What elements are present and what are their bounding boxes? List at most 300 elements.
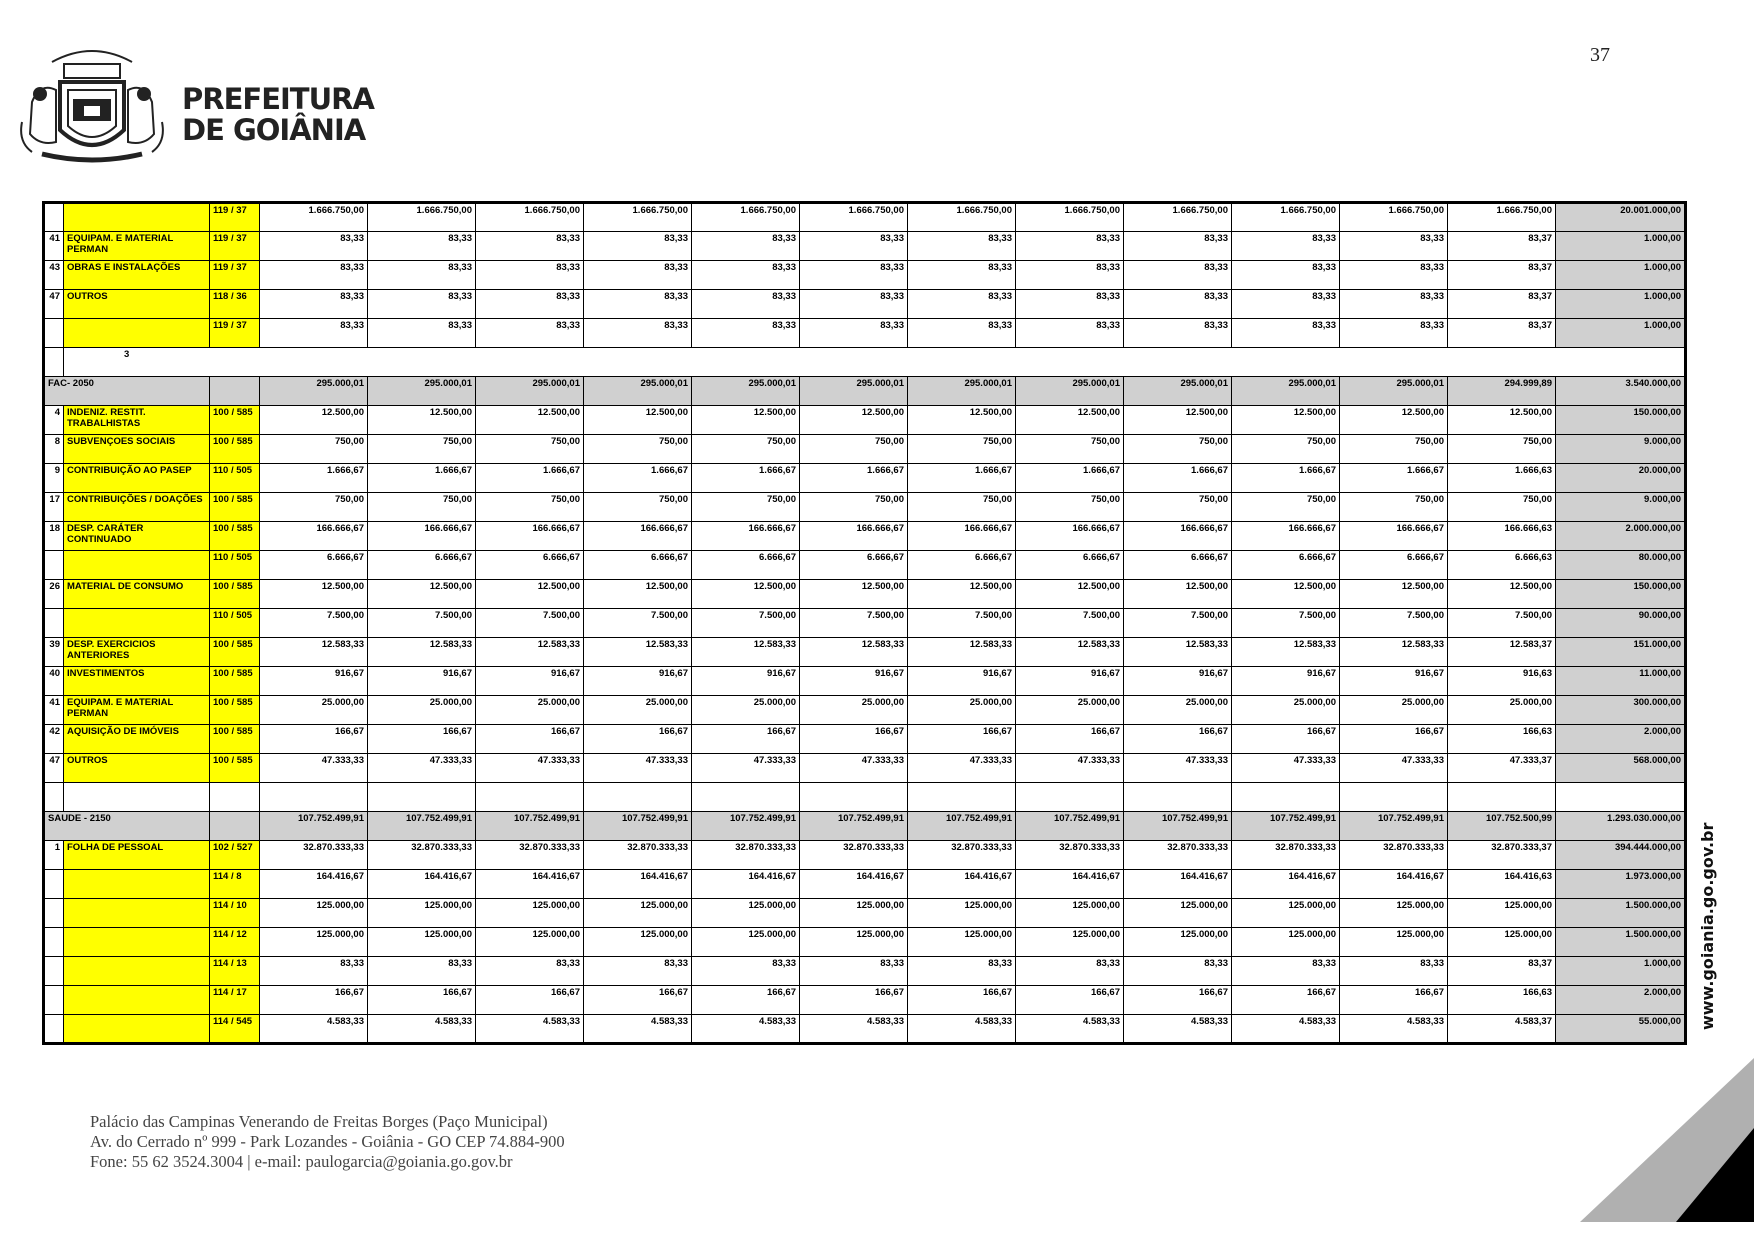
month-value: 83,33 bbox=[1340, 319, 1448, 348]
section-month-value: 295.000,01 bbox=[476, 377, 584, 406]
month-value: 4.583,33 bbox=[692, 1015, 800, 1044]
month-value: 166.666,67 bbox=[1340, 522, 1448, 551]
row-source: 110 / 505 bbox=[210, 609, 260, 638]
month-value: 12.500,00 bbox=[800, 406, 908, 435]
row-total: 80.000,00 bbox=[1556, 551, 1686, 580]
row-source: 114 / 10 bbox=[210, 899, 260, 928]
month-value: 750,00 bbox=[476, 435, 584, 464]
month-value: 83,37 bbox=[1448, 261, 1556, 290]
month-value: 125.000,00 bbox=[368, 928, 476, 957]
month-value: 7.500,00 bbox=[692, 609, 800, 638]
month-value: 12.583,37 bbox=[1448, 638, 1556, 667]
month-value: 6.666,67 bbox=[1016, 551, 1124, 580]
month-value: 12.500,00 bbox=[368, 580, 476, 609]
month-value: 6.666,63 bbox=[1448, 551, 1556, 580]
month-value: 166.666,67 bbox=[908, 522, 1016, 551]
month-value: 166,67 bbox=[368, 986, 476, 1015]
section-month-value: 295.000,01 bbox=[800, 377, 908, 406]
month-value: 164.416,67 bbox=[1232, 870, 1340, 899]
month-value: 83,33 bbox=[692, 319, 800, 348]
month-value: 750,00 bbox=[260, 435, 368, 464]
month-value: 83,33 bbox=[476, 232, 584, 261]
row-code: 47 bbox=[44, 290, 64, 319]
row-total: 9.000,00 bbox=[1556, 435, 1686, 464]
month-value: 6.666,67 bbox=[476, 551, 584, 580]
month-value: 47.333,33 bbox=[800, 754, 908, 783]
row-source: 114 / 8 bbox=[210, 870, 260, 899]
month-value: 83,33 bbox=[1232, 957, 1340, 986]
month-value: 750,00 bbox=[1124, 493, 1232, 522]
month-value: 166,67 bbox=[1016, 986, 1124, 1015]
row-total: 1.000,00 bbox=[1556, 232, 1686, 261]
month-value: 83,33 bbox=[1124, 290, 1232, 319]
table-row bbox=[44, 899, 1686, 928]
month-value: 83,33 bbox=[800, 319, 908, 348]
row-total: 20.000,00 bbox=[1556, 464, 1686, 493]
month-value: 166,67 bbox=[1232, 986, 1340, 1015]
month-value: 12.583,33 bbox=[1124, 638, 1232, 667]
section-month-value: 295.000,01 bbox=[1016, 377, 1124, 406]
month-value: 12.583,33 bbox=[368, 638, 476, 667]
month-value: 916,67 bbox=[1124, 667, 1232, 696]
row-description: EQUIPAM. E MATERIAL PERMAN bbox=[64, 232, 210, 261]
row-description: OUTROS bbox=[64, 290, 210, 319]
table-row bbox=[44, 261, 1686, 290]
row-code: 1 bbox=[44, 841, 64, 870]
corner-decoration bbox=[1580, 1058, 1754, 1222]
month-value: 125.000,00 bbox=[1232, 928, 1340, 957]
month-value: 7.500,00 bbox=[1124, 609, 1232, 638]
month-value: 166.666,67 bbox=[1016, 522, 1124, 551]
row-code: 43 bbox=[44, 261, 64, 290]
month-value: 7.500,00 bbox=[584, 609, 692, 638]
month-value: 4.583,33 bbox=[800, 1015, 908, 1044]
month-value: 750,00 bbox=[1016, 493, 1124, 522]
month-value: 4.583,33 bbox=[476, 1015, 584, 1044]
month-value: 166,67 bbox=[1340, 986, 1448, 1015]
month-value: 750,00 bbox=[1232, 493, 1340, 522]
month-value: 4.583,33 bbox=[1232, 1015, 1340, 1044]
row-description bbox=[64, 986, 210, 1015]
table-row bbox=[44, 580, 1686, 609]
month-value: 7.500,00 bbox=[260, 609, 368, 638]
month-value: 4.583,33 bbox=[1340, 1015, 1448, 1044]
month-value: 7.500,00 bbox=[1016, 609, 1124, 638]
footer-address-line1: Palácio das Campinas Venerando de Freitas Borges (Paço Municipal) bbox=[90, 1112, 548, 1131]
month-value: 47.333,33 bbox=[1232, 754, 1340, 783]
row-description bbox=[64, 203, 210, 232]
row-total: 1.973.000,00 bbox=[1556, 870, 1686, 899]
month-value: 32.870.333,33 bbox=[1124, 841, 1232, 870]
month-value: 166,67 bbox=[476, 725, 584, 754]
month-value: 47.333,33 bbox=[908, 754, 1016, 783]
month-value: 83,33 bbox=[476, 290, 584, 319]
month-value: 12.500,00 bbox=[1448, 580, 1556, 609]
section-month-value: 107.752.499,91 bbox=[476, 812, 584, 841]
month-value: 1.666,67 bbox=[260, 464, 368, 493]
month-value: 166.666,67 bbox=[584, 522, 692, 551]
month-value: 83,33 bbox=[800, 261, 908, 290]
row-code bbox=[44, 203, 64, 232]
row-source: 114 / 17 bbox=[210, 986, 260, 1015]
month-value: 125.000,00 bbox=[584, 928, 692, 957]
section-month-value: 295.000,01 bbox=[368, 377, 476, 406]
month-value: 83,33 bbox=[692, 290, 800, 319]
month-value: 12.583,33 bbox=[1340, 638, 1448, 667]
row-total: 1.500.000,00 bbox=[1556, 928, 1686, 957]
month-value: 83,33 bbox=[908, 957, 1016, 986]
row-source: 114 / 12 bbox=[210, 928, 260, 957]
month-value: 125.000,00 bbox=[1124, 928, 1232, 957]
spacer-cell bbox=[260, 783, 368, 812]
row-source: 102 / 527 bbox=[210, 841, 260, 870]
row-source: 119 / 37 bbox=[210, 203, 260, 232]
month-value: 125.000,00 bbox=[1448, 899, 1556, 928]
month-value: 83,33 bbox=[1124, 957, 1232, 986]
row-total: 9.000,00 bbox=[1556, 493, 1686, 522]
row-description bbox=[64, 1015, 210, 1044]
month-value: 6.666,67 bbox=[908, 551, 1016, 580]
month-value: 25.000,00 bbox=[260, 696, 368, 725]
row-total: 1.500.000,00 bbox=[1556, 899, 1686, 928]
month-value: 47.333,33 bbox=[584, 754, 692, 783]
month-value: 1.666,63 bbox=[1448, 464, 1556, 493]
month-value: 125.000,00 bbox=[260, 899, 368, 928]
month-value: 12.500,00 bbox=[1340, 580, 1448, 609]
month-value: 125.000,00 bbox=[476, 928, 584, 957]
month-value: 32.870.333,33 bbox=[800, 841, 908, 870]
row-description bbox=[64, 870, 210, 899]
month-value: 750,00 bbox=[584, 493, 692, 522]
row-description: SUBVENÇOES SOCIAIS bbox=[64, 435, 210, 464]
month-value: 12.583,33 bbox=[908, 638, 1016, 667]
month-value: 164.416,67 bbox=[692, 870, 800, 899]
month-value: 83,33 bbox=[692, 232, 800, 261]
month-value: 1.666.750,00 bbox=[1448, 203, 1556, 232]
month-value: 1.666.750,00 bbox=[1340, 203, 1448, 232]
section-source-cell bbox=[210, 377, 260, 406]
row-description: OBRAS E INSTALAÇÕES bbox=[64, 261, 210, 290]
row-description: AQUISIÇÃO DE IMÓVEIS bbox=[64, 725, 210, 754]
month-value: 164.416,67 bbox=[584, 870, 692, 899]
spacer-cell bbox=[1016, 783, 1124, 812]
month-value: 750,00 bbox=[584, 435, 692, 464]
row-description: INDENIZ. RESTIT. TRABALHISTAS bbox=[64, 406, 210, 435]
month-value: 47.333,33 bbox=[1016, 754, 1124, 783]
row-source: 119 / 37 bbox=[210, 261, 260, 290]
month-value: 166,67 bbox=[692, 725, 800, 754]
brand-line1: PREFEITURA bbox=[182, 82, 374, 116]
month-value: 1.666,67 bbox=[368, 464, 476, 493]
marker-code-cell bbox=[44, 348, 64, 377]
month-value: 750,00 bbox=[1016, 435, 1124, 464]
month-value: 1.666,67 bbox=[908, 464, 1016, 493]
month-value: 916,67 bbox=[1016, 667, 1124, 696]
row-total: 1.000,00 bbox=[1556, 957, 1686, 986]
month-value: 1.666,67 bbox=[1232, 464, 1340, 493]
month-value: 1.666,67 bbox=[1016, 464, 1124, 493]
section-month-value: 295.000,01 bbox=[584, 377, 692, 406]
table-row bbox=[44, 870, 1686, 899]
month-value: 7.500,00 bbox=[908, 609, 1016, 638]
month-value: 83,33 bbox=[1016, 290, 1124, 319]
month-value: 916,67 bbox=[476, 667, 584, 696]
month-value: 7.500,00 bbox=[800, 609, 908, 638]
month-value: 166,67 bbox=[908, 725, 1016, 754]
month-value: 83,33 bbox=[260, 957, 368, 986]
month-value: 916,67 bbox=[260, 667, 368, 696]
month-value: 83,33 bbox=[476, 319, 584, 348]
month-value: 83,37 bbox=[1448, 957, 1556, 986]
row-total: 1.000,00 bbox=[1556, 290, 1686, 319]
month-value: 916,67 bbox=[368, 667, 476, 696]
month-value: 12.500,00 bbox=[1124, 406, 1232, 435]
section-row bbox=[44, 812, 1686, 841]
month-value: 83,33 bbox=[908, 261, 1016, 290]
row-code bbox=[44, 986, 64, 1015]
budget-table bbox=[42, 201, 1687, 1045]
spacer-cell bbox=[800, 783, 908, 812]
section-source-cell bbox=[210, 812, 260, 841]
row-description bbox=[64, 899, 210, 928]
row-total: 150.000,00 bbox=[1556, 580, 1686, 609]
month-value: 47.333,33 bbox=[368, 754, 476, 783]
month-value: 164.416,67 bbox=[1016, 870, 1124, 899]
goiania-coat-of-arms-icon bbox=[12, 42, 172, 172]
row-total: 90.000,00 bbox=[1556, 609, 1686, 638]
month-value: 750,00 bbox=[692, 493, 800, 522]
month-value: 125.000,00 bbox=[908, 928, 1016, 957]
month-value: 12.500,00 bbox=[1232, 406, 1340, 435]
section-total: 3.540.000,00 bbox=[1556, 377, 1686, 406]
month-value: 25.000,00 bbox=[1124, 696, 1232, 725]
row-code: 17 bbox=[44, 493, 64, 522]
month-value: 32.870.333,33 bbox=[908, 841, 1016, 870]
month-value: 166,67 bbox=[692, 986, 800, 1015]
month-value: 916,63 bbox=[1448, 667, 1556, 696]
section-label: FAC- 2050 bbox=[44, 377, 210, 406]
row-source: 110 / 505 bbox=[210, 464, 260, 493]
month-value: 916,67 bbox=[692, 667, 800, 696]
section-month-value: 295.000,01 bbox=[1124, 377, 1232, 406]
month-value: 83,33 bbox=[584, 290, 692, 319]
month-value: 32.870.333,33 bbox=[476, 841, 584, 870]
month-value: 916,67 bbox=[1232, 667, 1340, 696]
month-value: 125.000,00 bbox=[908, 899, 1016, 928]
footer-address-line2: Av. do Cerrado nº 999 - Park Lozandes - Goiânia - GO CEP 74.884-900 bbox=[90, 1132, 565, 1151]
row-code bbox=[44, 551, 64, 580]
spacer-row bbox=[44, 783, 1686, 812]
month-value: 25.000,00 bbox=[1340, 696, 1448, 725]
section-month-value: 107.752.500,99 bbox=[1448, 812, 1556, 841]
section-month-value: 107.752.499,91 bbox=[1340, 812, 1448, 841]
month-value: 83,33 bbox=[584, 261, 692, 290]
month-value: 83,33 bbox=[1016, 261, 1124, 290]
month-value: 83,33 bbox=[476, 957, 584, 986]
table-row bbox=[44, 319, 1686, 348]
month-value: 83,33 bbox=[1232, 319, 1340, 348]
section-month-value: 295.000,01 bbox=[260, 377, 368, 406]
month-value: 47.333,33 bbox=[1124, 754, 1232, 783]
month-value: 1.666.750,00 bbox=[1232, 203, 1340, 232]
month-value: 166,67 bbox=[908, 986, 1016, 1015]
month-value: 1.666.750,00 bbox=[800, 203, 908, 232]
month-value: 12.500,00 bbox=[908, 406, 1016, 435]
row-source: 100 / 585 bbox=[210, 754, 260, 783]
month-value: 7.500,00 bbox=[1232, 609, 1340, 638]
row-source: 100 / 585 bbox=[210, 638, 260, 667]
month-value: 164.416,67 bbox=[1340, 870, 1448, 899]
month-value: 12.500,00 bbox=[476, 406, 584, 435]
spacer-cell bbox=[1448, 783, 1556, 812]
month-value: 4.583,33 bbox=[368, 1015, 476, 1044]
month-value: 83,33 bbox=[584, 232, 692, 261]
month-value: 916,67 bbox=[908, 667, 1016, 696]
table-row bbox=[44, 232, 1686, 261]
month-value: 750,00 bbox=[368, 493, 476, 522]
row-source: 100 / 585 bbox=[210, 522, 260, 551]
month-value: 166,67 bbox=[800, 986, 908, 1015]
row-total: 20.001.000,00 bbox=[1556, 203, 1686, 232]
month-value: 32.870.333,33 bbox=[368, 841, 476, 870]
row-code: 26 bbox=[44, 580, 64, 609]
month-value: 83,33 bbox=[1232, 261, 1340, 290]
month-value: 25.000,00 bbox=[476, 696, 584, 725]
month-value: 4.583,37 bbox=[1448, 1015, 1556, 1044]
row-code: 4 bbox=[44, 406, 64, 435]
month-value: 83,33 bbox=[476, 261, 584, 290]
month-value: 83,33 bbox=[584, 319, 692, 348]
month-value: 164.416,67 bbox=[476, 870, 584, 899]
month-value: 166,63 bbox=[1448, 725, 1556, 754]
month-value: 125.000,00 bbox=[1232, 899, 1340, 928]
month-value: 83,33 bbox=[692, 261, 800, 290]
month-value: 166.666,67 bbox=[368, 522, 476, 551]
month-value: 83,33 bbox=[908, 290, 1016, 319]
row-code bbox=[44, 1015, 64, 1044]
month-value: 916,67 bbox=[584, 667, 692, 696]
table-row bbox=[44, 638, 1686, 667]
month-value: 83,33 bbox=[800, 232, 908, 261]
row-code: 39 bbox=[44, 638, 64, 667]
month-value: 83,33 bbox=[1340, 232, 1448, 261]
month-value: 125.000,00 bbox=[476, 899, 584, 928]
month-value: 12.500,00 bbox=[260, 580, 368, 609]
month-value: 125.000,00 bbox=[800, 899, 908, 928]
month-value: 1.666,67 bbox=[584, 464, 692, 493]
month-value: 6.666,67 bbox=[368, 551, 476, 580]
month-value: 12.500,00 bbox=[800, 580, 908, 609]
table-row bbox=[44, 493, 1686, 522]
section-month-value: 294.999,89 bbox=[1448, 377, 1556, 406]
section-month-value: 295.000,01 bbox=[692, 377, 800, 406]
month-value: 47.333,33 bbox=[692, 754, 800, 783]
spacer-cell bbox=[210, 783, 260, 812]
month-value: 12.500,00 bbox=[1448, 406, 1556, 435]
month-value: 83,33 bbox=[908, 319, 1016, 348]
month-value: 83,33 bbox=[368, 319, 476, 348]
month-value: 125.000,00 bbox=[260, 928, 368, 957]
month-value: 750,00 bbox=[476, 493, 584, 522]
section-month-value: 295.000,01 bbox=[1340, 377, 1448, 406]
month-value: 32.870.333,33 bbox=[692, 841, 800, 870]
month-value: 4.583,33 bbox=[908, 1015, 1016, 1044]
month-value: 25.000,00 bbox=[908, 696, 1016, 725]
section-month-value: 107.752.499,91 bbox=[800, 812, 908, 841]
month-value: 1.666.750,00 bbox=[908, 203, 1016, 232]
month-value: 164.416,63 bbox=[1448, 870, 1556, 899]
table-row bbox=[44, 754, 1686, 783]
footer-contact-line: Fone: 55 62 3524.3004 | e-mail: paulogarcia@goiania.go.gov.br bbox=[90, 1152, 513, 1171]
month-value: 7.500,00 bbox=[1448, 609, 1556, 638]
row-total: 1.000,00 bbox=[1556, 319, 1686, 348]
row-total: 2.000,00 bbox=[1556, 725, 1686, 754]
row-description: EQUIPAM. E MATERIAL PERMAN bbox=[64, 696, 210, 725]
month-value: 83,33 bbox=[1016, 319, 1124, 348]
section-month-value: 107.752.499,91 bbox=[1232, 812, 1340, 841]
section-month-value: 295.000,01 bbox=[908, 377, 1016, 406]
row-total: 55.000,00 bbox=[1556, 1015, 1686, 1044]
month-value: 916,67 bbox=[1340, 667, 1448, 696]
month-value: 12.583,33 bbox=[1232, 638, 1340, 667]
spacer-cell bbox=[1232, 783, 1340, 812]
month-value: 47.333,37 bbox=[1448, 754, 1556, 783]
month-value: 750,00 bbox=[800, 435, 908, 464]
month-value: 7.500,00 bbox=[1340, 609, 1448, 638]
table-row bbox=[44, 928, 1686, 957]
month-value: 83,33 bbox=[1232, 232, 1340, 261]
row-description bbox=[64, 609, 210, 638]
table-row bbox=[44, 957, 1686, 986]
row-total: 568.000,00 bbox=[1556, 754, 1686, 783]
month-value: 83,33 bbox=[1124, 319, 1232, 348]
month-value: 83,33 bbox=[1124, 261, 1232, 290]
section-month-value: 107.752.499,91 bbox=[368, 812, 476, 841]
marker-row bbox=[44, 348, 1686, 377]
month-value: 750,00 bbox=[1448, 493, 1556, 522]
month-value: 83,37 bbox=[1448, 319, 1556, 348]
month-value: 166,67 bbox=[584, 725, 692, 754]
row-code: 47 bbox=[44, 754, 64, 783]
month-value: 83,33 bbox=[260, 261, 368, 290]
month-value: 125.000,00 bbox=[584, 899, 692, 928]
month-value: 47.333,33 bbox=[260, 754, 368, 783]
month-value: 12.500,00 bbox=[1232, 580, 1340, 609]
month-value: 32.870.333,37 bbox=[1448, 841, 1556, 870]
section-month-value: 295.000,01 bbox=[1232, 377, 1340, 406]
month-value: 166,67 bbox=[1232, 725, 1340, 754]
month-value: 166,67 bbox=[1340, 725, 1448, 754]
month-value: 125.000,00 bbox=[1016, 928, 1124, 957]
table-row bbox=[44, 551, 1686, 580]
row-code: 18 bbox=[44, 522, 64, 551]
brand-title bbox=[182, 84, 374, 146]
row-code bbox=[44, 957, 64, 986]
month-value: 1.666,67 bbox=[1340, 464, 1448, 493]
table-row bbox=[44, 1015, 1686, 1044]
month-value: 12.583,33 bbox=[1016, 638, 1124, 667]
month-value: 32.870.333,33 bbox=[584, 841, 692, 870]
month-value: 166,67 bbox=[476, 986, 584, 1015]
spacer-cell bbox=[368, 783, 476, 812]
row-source: 100 / 585 bbox=[210, 493, 260, 522]
month-value: 166.666,67 bbox=[800, 522, 908, 551]
month-value: 125.000,00 bbox=[1016, 899, 1124, 928]
row-description: INVESTIMENTOS bbox=[64, 667, 210, 696]
month-value: 12.500,00 bbox=[260, 406, 368, 435]
row-code bbox=[44, 928, 64, 957]
month-value: 83,33 bbox=[1340, 290, 1448, 319]
